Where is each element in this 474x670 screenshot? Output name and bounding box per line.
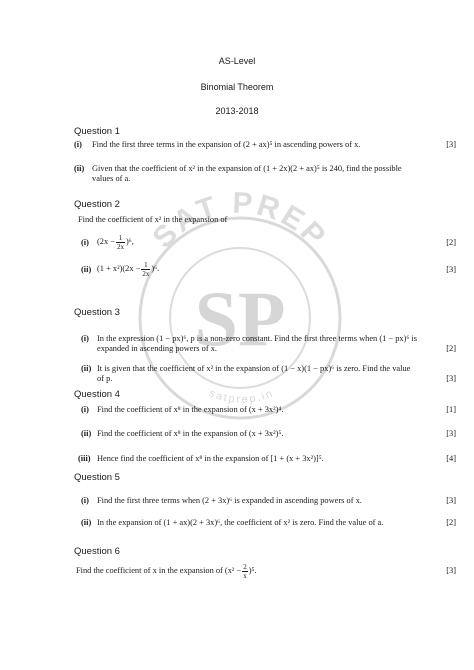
- question-6-heading: Question 6: [74, 546, 120, 557]
- q4-part-i-label: (i): [81, 405, 89, 414]
- svg-text:satprep.in: [207, 387, 276, 406]
- years-title: 2013-2018: [215, 106, 259, 116]
- q3-part-i-text-cont: expanded in ascending powers of x.: [97, 344, 218, 353]
- q4-part-ii-label: (ii): [81, 429, 92, 438]
- q3-part-ii-text: It is given that the coefficient of x² in the expansion of (1 − x)(1 − px)⁶ is zero. Find the value: [97, 364, 411, 373]
- q3-part-i-marks: [2]: [446, 344, 456, 353]
- q5-part-ii-text: In the expansion of (1 + ax)(2 + 3x)⁶, the coefficient of x² is zero. Find the value of a.: [97, 518, 384, 527]
- q5-part-ii-marks: [2]: [446, 518, 456, 527]
- q5-part-i-label: (i): [81, 496, 89, 505]
- topic-title: Binomial Theorem: [200, 82, 274, 92]
- q1-part-i-marks: [3]: [446, 140, 456, 149]
- q2-part-i-label: (i): [81, 238, 89, 247]
- q3-part-ii-text-cont: of p.: [97, 374, 113, 383]
- q1-part-ii-label: (ii): [74, 164, 85, 173]
- q4-part-iii-text: Hence find the coefficient of x⁸ in the expansion of [1 + (x + 3x²)]⁵.: [97, 454, 324, 463]
- q4-part-ii-marks: [3]: [446, 429, 456, 438]
- watermark-logo: SP: [194, 275, 286, 362]
- question-2-heading: Question 2: [74, 199, 120, 210]
- q4-part-ii-text: Find the coefficient of x⁸ in the expansion of (x + 3x²)⁵.: [97, 429, 284, 438]
- q6-marks: [3]: [446, 566, 456, 575]
- q2-part-i-expr: (2x − $\frac{1}{2x}$ )⁶,: [97, 233, 134, 251]
- q2-intro: Find the coefficient of x² in the expansion of: [78, 215, 228, 224]
- question-3-heading: Question 3: [74, 307, 120, 318]
- q4-part-iii-label: (iii): [78, 454, 91, 463]
- q4-part-iii-marks: [4]: [446, 454, 456, 463]
- question-1-heading: Question 1: [74, 126, 120, 137]
- q1-part-ii-text: Given that the coefficient of x² in the expansion of (1 + 2x)(2 + ax)⁵ is 240, find the possible: [92, 164, 402, 173]
- q2-part-ii-label: (ii): [81, 265, 92, 274]
- q4-part-i-marks: [1]: [446, 405, 456, 414]
- q3-part-ii-label: (ii): [81, 364, 92, 373]
- q2-part-ii-marks: [3]: [446, 265, 456, 274]
- q6-text: Find the coefficient of x in the expansion of (x² − $\frac{2}{x}$ )⁵.: [76, 562, 257, 580]
- q5-part-i-marks: [3]: [446, 496, 456, 505]
- q5-part-i-text: Find the first three terms when (2 + 3x)⁶ is expanded in ascending powers of x.: [97, 496, 362, 505]
- question-5-heading: Question 5: [74, 472, 120, 483]
- level-title: AS-Level: [218, 56, 256, 66]
- q5-part-ii-label: (ii): [81, 518, 92, 527]
- q2-part-i-marks: [2]: [446, 238, 456, 247]
- watermark-url: satprep.in: [207, 387, 276, 406]
- q3-part-i-label: (i): [81, 334, 89, 343]
- q2-part-ii-expr: (1 + x²)(2x − $\frac{1}{2x}$ )⁶.: [97, 260, 160, 278]
- q1-part-i-label: (i): [74, 140, 82, 149]
- question-4-heading: Question 4: [74, 389, 120, 400]
- q1-part-ii-text-cont: values of a.: [92, 174, 131, 183]
- watermark-text: SAT PREP: [146, 186, 334, 255]
- q1-part-i-text: Find the first three terms in the expansion of (2 + ax)⁵ in ascending powers of x.: [92, 140, 361, 149]
- q4-part-i-text: Find the coefficient of x⁸ in the expansion of (x + 3x²)⁴.: [97, 405, 284, 414]
- q3-part-i-text: In the expression (1 − px)⁶, p is a non-zero constant. Find the first three terms when (1 − px)⁶ is: [97, 334, 417, 343]
- q3-part-ii-marks: [3]: [446, 374, 456, 383]
